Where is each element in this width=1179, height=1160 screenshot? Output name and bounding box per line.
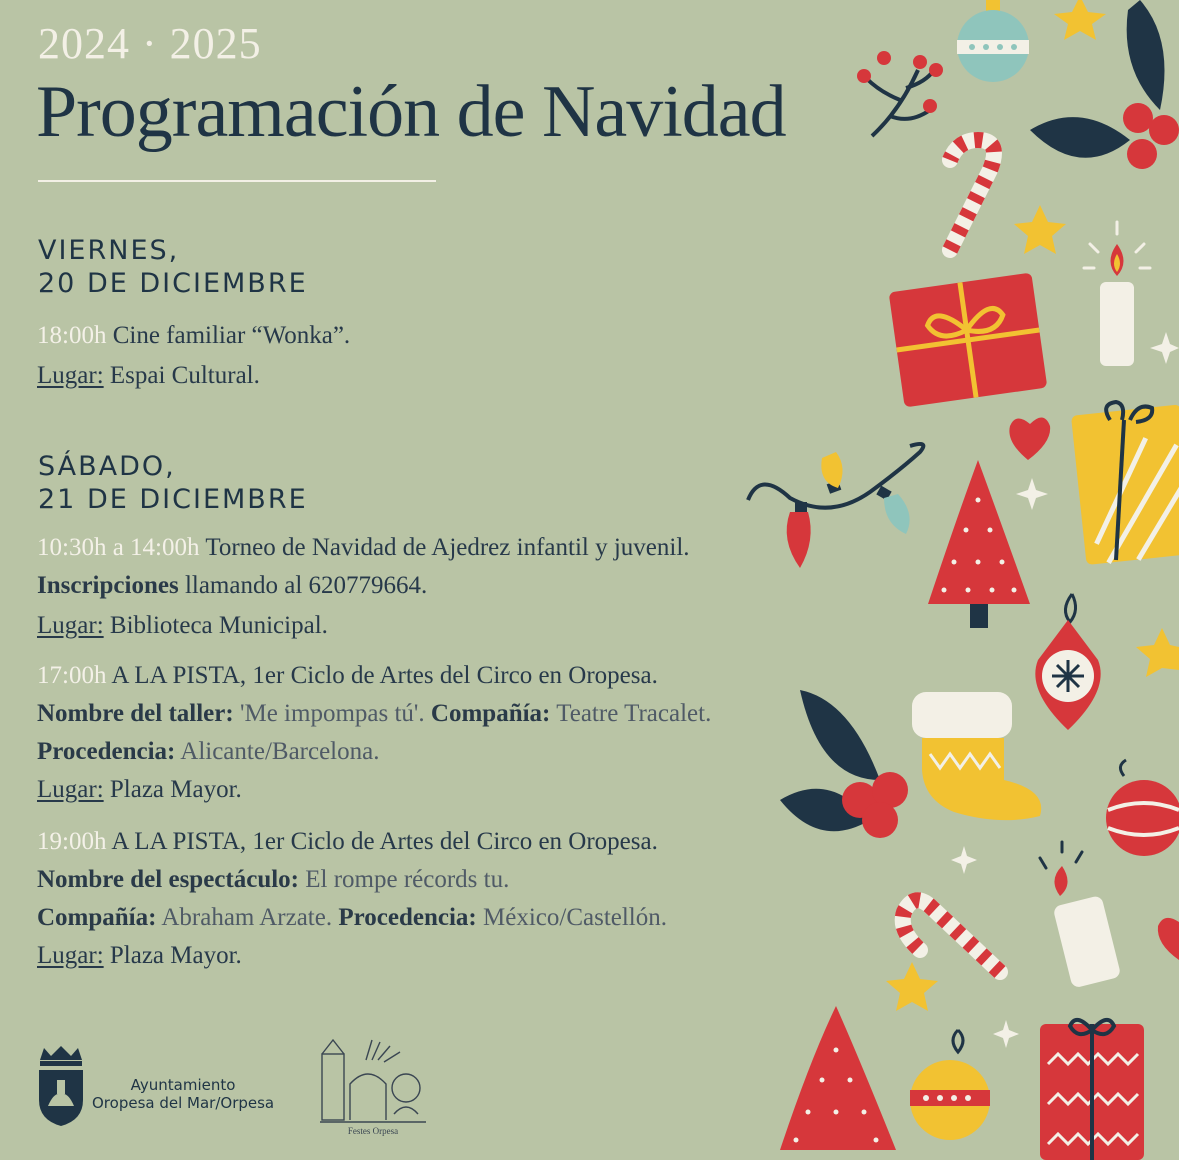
candle-icon	[1040, 842, 1121, 989]
workshop-label: Nombre del taller:	[37, 700, 234, 727]
heart-icon	[1158, 918, 1179, 960]
candy-cane-icon	[903, 900, 1000, 972]
registration-label: Inscripciones	[37, 572, 179, 599]
day-date: 21 DE DICIEMBRE	[38, 484, 308, 515]
place-label: Lugar:	[37, 776, 104, 803]
festes-logo-text: Festes Orpesa	[347, 1126, 399, 1136]
candy-cane-icon	[950, 140, 994, 250]
star-icon	[1054, 0, 1106, 40]
tree-icon	[928, 460, 1030, 628]
star-icon	[1136, 628, 1179, 677]
event-description: A LA PISTA, 1er Ciclo de Artes del Circo en Oropesa.	[111, 828, 658, 855]
event-time: 18:00h	[37, 322, 107, 349]
event-place: Espai Cultural.	[109, 362, 260, 389]
event-time: 10:30h a 14:00h	[37, 534, 200, 561]
event-description: A LA PISTA, 1er Ciclo de Artes del Circo en Oropesa.	[111, 662, 658, 689]
heart-icon	[1009, 417, 1050, 460]
show-label: Nombre del espectáculo:	[37, 866, 299, 893]
event-place: Biblioteca Municipal.	[109, 612, 328, 639]
origin-label: Procedencia:	[338, 904, 477, 931]
place-label: Lugar:	[37, 942, 104, 969]
place-label: Lugar:	[37, 362, 104, 389]
day-weekday: SÁBADO,	[38, 451, 176, 482]
event-time: 19:00h	[37, 828, 107, 855]
registration-text: llamando al 620779664.	[184, 572, 428, 599]
page-title: Programación de Navidad	[36, 71, 786, 153]
berry-branch-icon	[857, 51, 943, 136]
event-place: Plaza Mayor.	[109, 776, 242, 803]
company-label: Compañía:	[430, 700, 551, 727]
ornament-icon	[910, 1030, 990, 1140]
origin-label: Procedencia:	[37, 738, 176, 765]
holly-icon	[780, 690, 908, 838]
candle-icon	[1084, 222, 1150, 366]
company-name: Abraham Arzate.	[161, 904, 333, 931]
event-place: Plaza Mayor.	[109, 942, 242, 969]
origin-value: Alicante/Barcelona.	[180, 738, 380, 765]
star-icon	[1014, 205, 1066, 254]
org-line-1: Ayuntamiento	[130, 1076, 236, 1094]
star-icon	[886, 962, 938, 1011]
workshop-name: 'Me impompas tú'.	[239, 700, 425, 727]
lights-icon	[748, 444, 923, 568]
origin-value: México/Castellón.	[483, 904, 667, 931]
event-description: Cine familiar “Wonka”.	[112, 322, 351, 349]
gift-icon	[889, 273, 1048, 408]
event-time: 17:00h	[37, 662, 107, 689]
org-line-2: Oropesa del Mar/Orpesa	[92, 1094, 275, 1112]
years-heading: 2024 · 2025	[38, 19, 262, 68]
event-description: Torneo de Navidad de Ajedrez infantil y juvenil.	[205, 534, 690, 561]
stocking-icon	[912, 692, 1041, 820]
company-label: Compañía:	[37, 904, 157, 931]
ornament-icon	[957, 0, 1029, 82]
gift-icon	[1071, 402, 1179, 565]
holly-icon	[1030, 0, 1179, 169]
company-name: Teatre Tracalet.	[556, 700, 712, 727]
day-weekday: VIERNES,	[38, 235, 180, 266]
place-label: Lugar:	[37, 612, 104, 639]
ornament-icon	[1035, 594, 1100, 730]
gift-icon	[1040, 1020, 1144, 1160]
tree-icon	[780, 1006, 896, 1150]
ornament-icon	[1106, 760, 1179, 856]
show-name: El rompe récords tu.	[305, 866, 510, 893]
day-date: 20 DE DICIEMBRE	[38, 268, 308, 299]
